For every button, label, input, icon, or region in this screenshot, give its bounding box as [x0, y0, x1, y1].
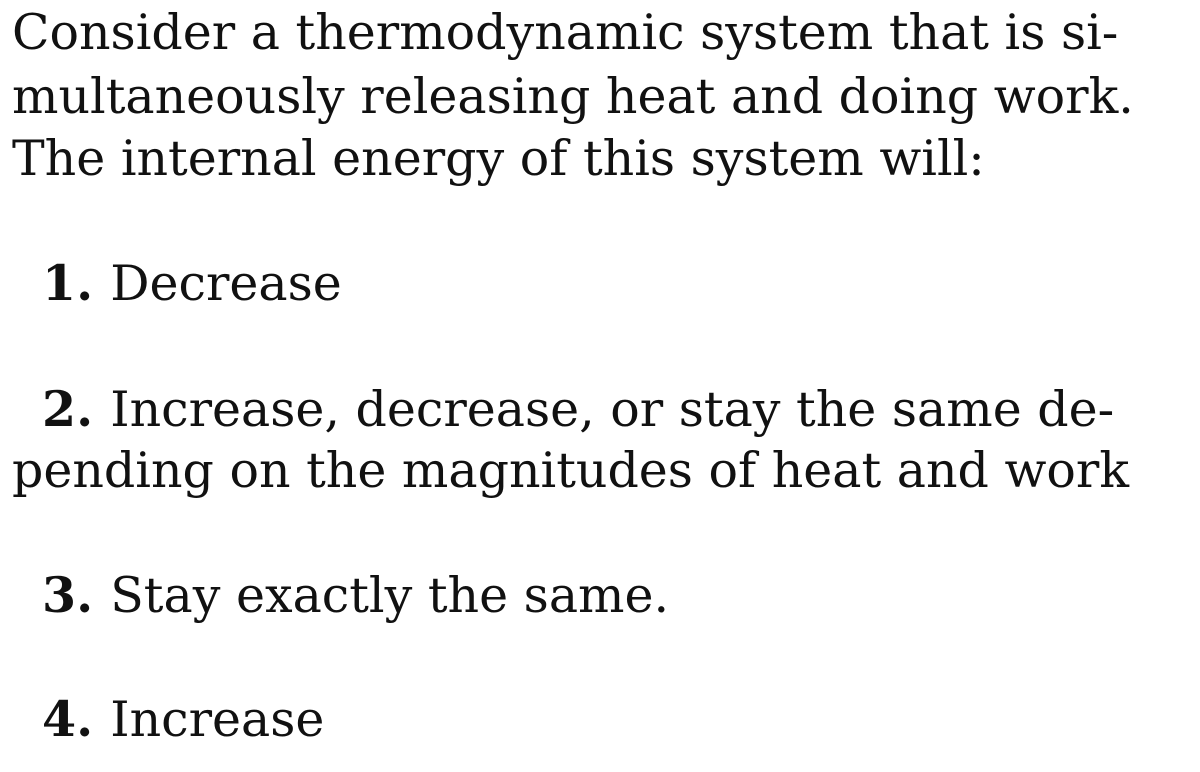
option-2-text-line-2: pending on the magnitudes of heat and work — [12, 442, 1130, 499]
option-2-text-line-1: Increase, decrease, or stay the same de- — [110, 381, 1115, 438]
option-4-number: 4. — [42, 690, 111, 748]
option-2-number: 2. — [42, 380, 111, 438]
option-1-number: 1. — [42, 254, 111, 312]
option-4[interactable] — [12, 688, 324, 751]
question-line-2: multaneously releasing heat and doing work. — [12, 68, 1134, 125]
option-1-text: Decrease — [110, 255, 342, 312]
option-3[interactable] — [12, 564, 669, 627]
option-1[interactable] — [12, 252, 342, 315]
option-2[interactable] — [12, 378, 1114, 441]
option-2-continuation[interactable] — [12, 440, 1129, 502]
option-3-number: 3. — [42, 566, 111, 624]
option-4-text: Increase — [110, 691, 325, 748]
question-line-1: Consider a thermodynamic system that is si- — [12, 4, 1119, 61]
option-3-text: Stay exactly the same. — [110, 567, 670, 624]
question-line-3: The internal energy of this system will: — [12, 130, 985, 187]
